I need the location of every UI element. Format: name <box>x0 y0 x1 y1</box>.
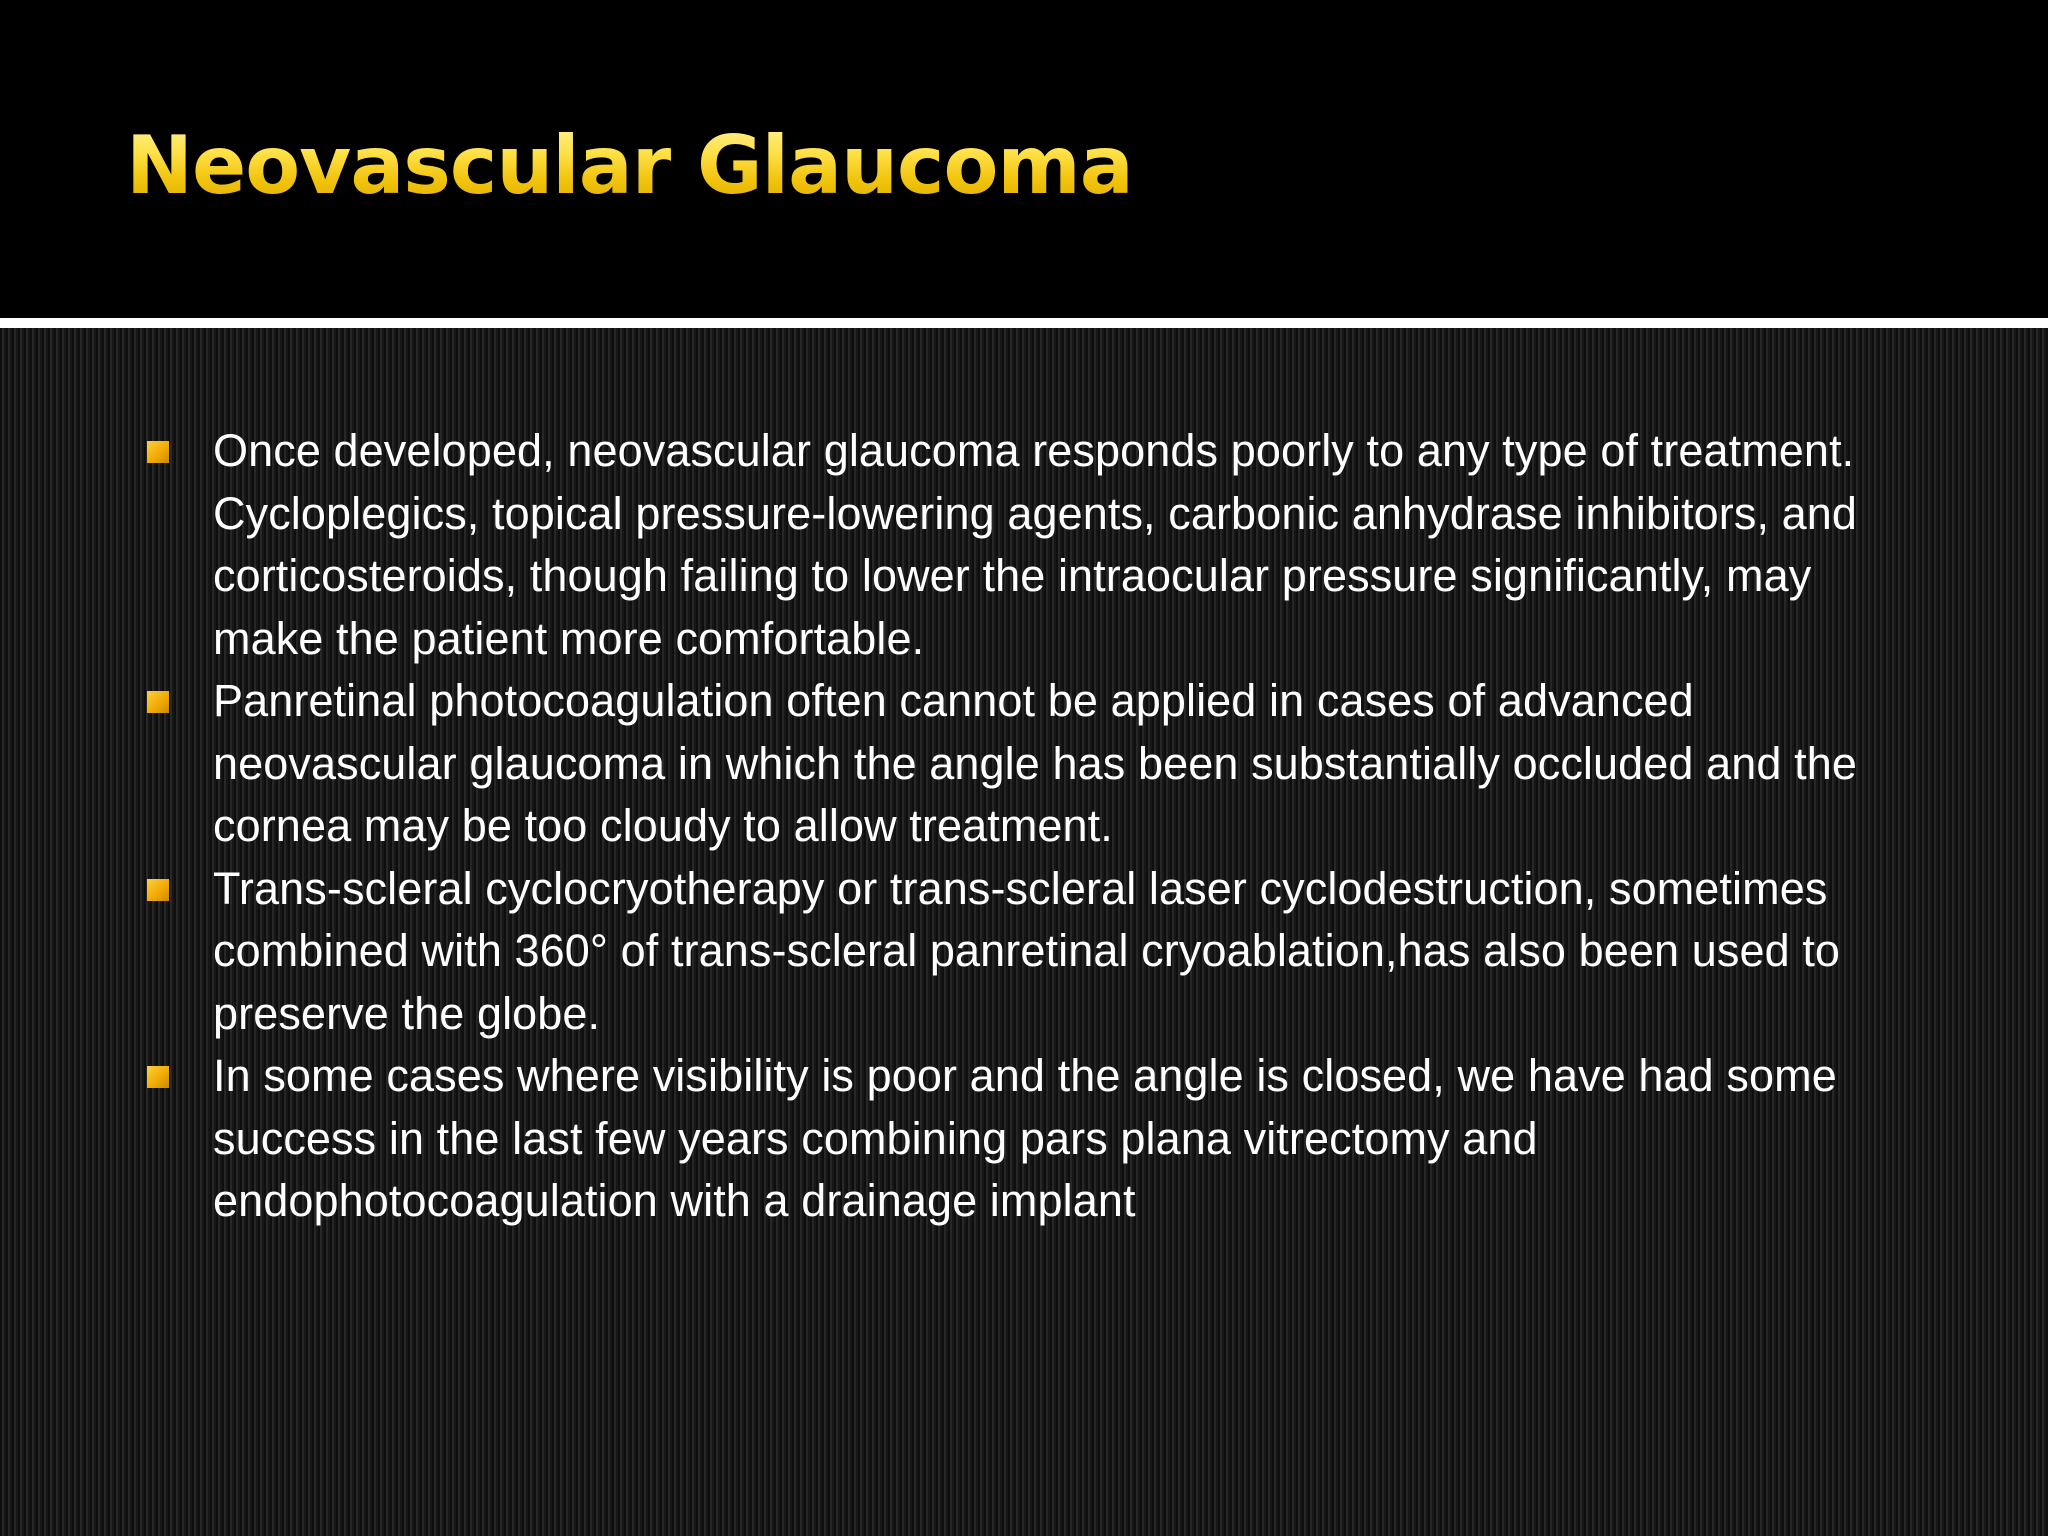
bullet-text: In some cases where visibility is poor and the angle is closed, we have had some success in the last few years combining pars plana vitrectomy and endophotocoagulation with a drainage implant <box>213 1050 1837 1226</box>
bullet-text: Once developed, neovascular glaucoma responds poorly to any type of treatment. Cycloplegics, topical pressure-lowering agents, carbonic anhydrase inhibitors, and corticosteroids, though failing to lower the intraocular pressure significantly, may make the patient more comfortable. <box>213 425 1858 664</box>
square-bullet-icon <box>147 441 169 463</box>
square-bullet-icon <box>147 691 169 713</box>
bullet-text: Panretinal photocoagulation often cannot be applied in cases of advanced neovascular glaucoma in which the angle has been substantially occluded and the cornea may be too cloudy to allow treatment. <box>213 675 1857 851</box>
bullet-item <box>0 420 2048 670</box>
title-divider <box>0 318 2048 328</box>
square-bullet-icon <box>147 879 169 901</box>
bullet-text: Trans-scleral cyclocryotherapy or trans-scleral laser cyclodestruction, sometimes combined with 360° of trans-scleral panretinal cryoablation,has also been used to preserve the globe. <box>213 862 1841 1039</box>
square-bullet-icon <box>147 1066 169 1088</box>
title-band <box>0 0 2048 318</box>
bullet-item <box>0 670 2048 858</box>
bullet-item <box>0 858 2048 1046</box>
bullet-item <box>0 1045 2048 1233</box>
slide-title: Neovascular Glaucoma <box>126 119 1133 212</box>
bullet-list <box>0 420 2048 1233</box>
